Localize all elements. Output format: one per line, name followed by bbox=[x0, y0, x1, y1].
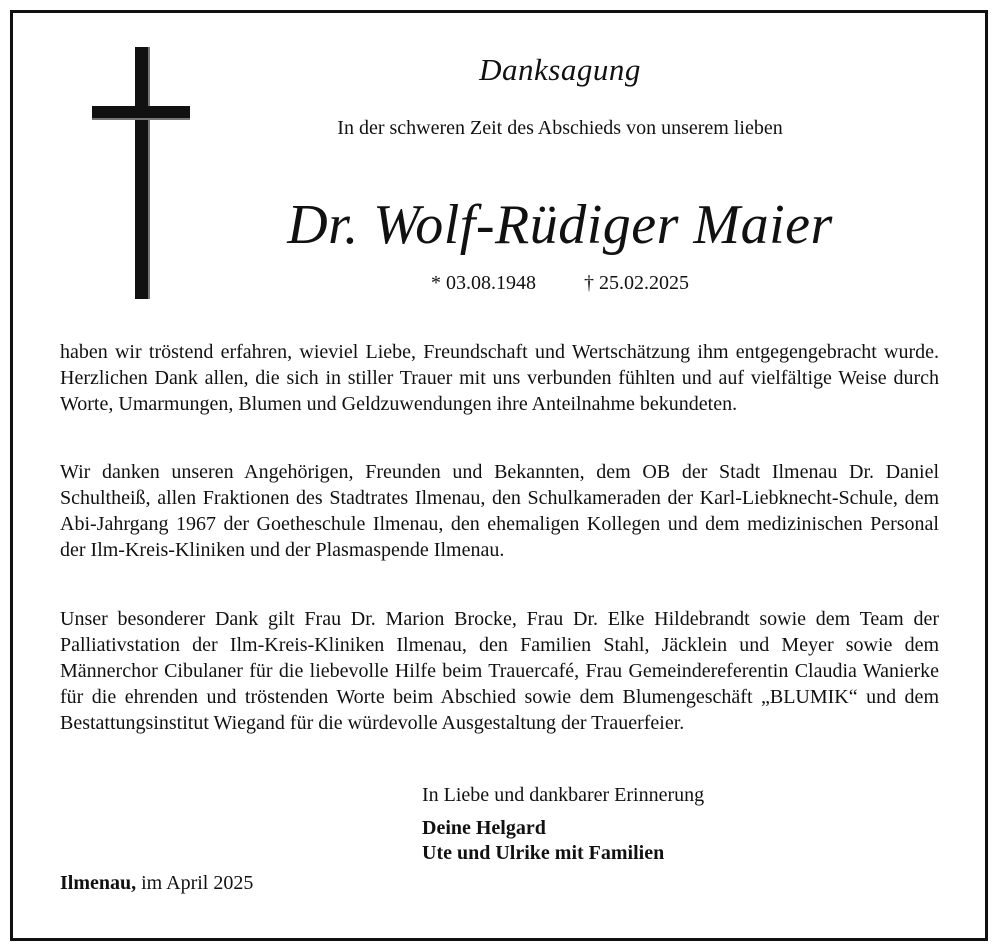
thanks-paragraph-3: Unser besonderer Dank gilt Frau Dr. Marion Brocke, Frau Dr. Elke Hildebrandt sowie dem Team der Palliativstation der Ilm-Kreis-Kliniken Ilmenau, den Familien Stahl, Jäcklein und Meyer sowie dem Männerchor Cibulaner für die liebevolle Hilfe beim Trauercafé, Frau Gemeindereferentin Claudia Wanierke für die ehrenden und tröstenden Worte beim Abschied sowie dem Blumengeschäft „BLUMIK“ und dem Bestattungsinstitut Wiegand für die würdevolle Ausgestaltung der Trauerfeier. bbox=[60, 608, 939, 734]
life-dates bbox=[215, 272, 905, 295]
deceased-name: Dr. Wolf-Rüdiger Maier bbox=[287, 194, 833, 256]
death-date: † 25.02.2025 bbox=[584, 272, 689, 294]
place-date bbox=[60, 870, 253, 896]
cross-vertical-shadow bbox=[148, 47, 150, 299]
cross-horizontal-beam bbox=[92, 106, 190, 118]
notice-heading: Danksagung bbox=[479, 52, 641, 87]
thanks-paragraph-1: haben wir tröstend erfahren, wieviel Liebe, Freundschaft und Wertschätzung ihm entgegengebracht wurde. Herzlichen Dank allen, die sich in stiller Trauer mit uns verbunden fühlten und auf vielfältige Weise durch Worte, Umarmungen, Blumen und Geldzuwendungen ihre Anteilnahme bekundeten. bbox=[60, 341, 939, 415]
intro-line: In der schweren Zeit des Abschieds von unserem lieben bbox=[337, 117, 783, 139]
cross-vertical-beam bbox=[135, 47, 148, 299]
signature-2: Ute und Ulrike mit Familien bbox=[422, 842, 665, 864]
closing-line: In Liebe und dankbarer Erinnerung bbox=[422, 784, 705, 806]
signature-1: Deine Helgard bbox=[422, 817, 546, 839]
notice-date: im April 2025 bbox=[136, 872, 254, 894]
place-name: Ilmenau, bbox=[60, 872, 137, 894]
thanks-paragraph-2: Wir danken unseren Angehörigen, Freunden und Bekannten, dem OB der Stadt Ilmenau Dr. Daniel Schultheiß, allen Fraktionen des Stadtrates Ilmenau, den Schulkameraden der Karl-Liebknecht-Schule, dem Abi-Jahrgang 1967 der Goetheschule Ilmenau, den ehemaligen Kollegen und dem medizinischen Personal der Ilm-Kreis-Kliniken und der Plasmaspende Ilmenau. bbox=[60, 461, 939, 561]
birth-date: * 03.08.1948 bbox=[431, 272, 536, 294]
cross-horizontal-shadow bbox=[92, 118, 190, 120]
